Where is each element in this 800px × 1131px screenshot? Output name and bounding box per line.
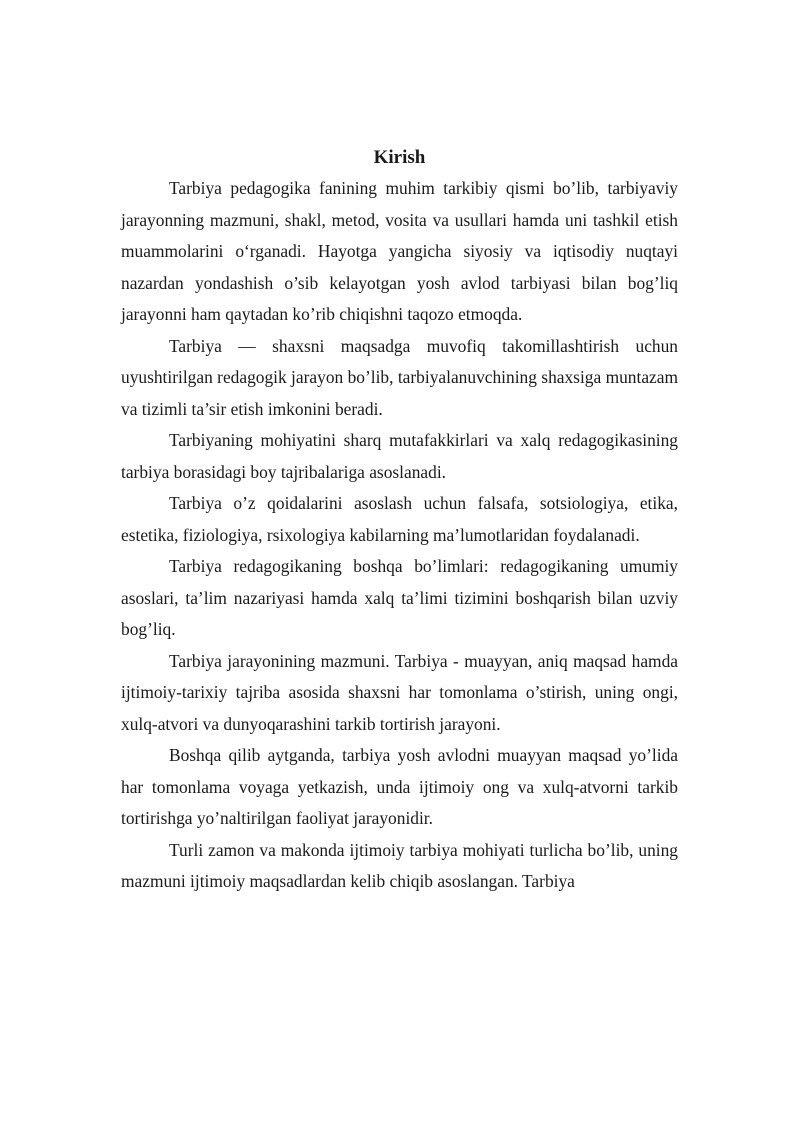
paragraph-2: Tarbiya — shaxsni maqsadga muvofiq takomillashtirish uchun uyushtirilgan redagogik jarayon bo’lib, tarbiyalanuvchining shaxsiga muntazam va tizimli ta’sir etish imkonini beradi. [121, 335, 678, 419]
paragraph-4: Tarbiya o’z qoidalarini asoslash uchun falsafa, sotsiologiya, etika, estetika, fiziologiya, rsixologiya kabilarning ma’lumotlaridan foydalanadi. [121, 493, 678, 545]
paragraph-1: Tarbiya pedagogika fanining muhim tarkibiy qismi bo’lib, tarbiyaviy jarayonning mazmuni, shakl, metod, vosita va usullari hamda uni tashkil etish muammolarini oʻrganadi. Hayotga yangicha siyosiy va iqtisodiy nuqtayi nazardan yondashish o’sib kelayotgan yosh avlod tarbiyasi bilan bog’liq jarayonni ham qaytadan ko’rib chiqishni taqozo etmoqda. [121, 178, 678, 324]
paragraph-8: Turli zamon va makonda ijtimoiy tarbiya mohiyati turlicha bo’lib, uning mazmuni ijtimoiy maqsadlardan kelib chiqib asoslangan. Tarbiya [121, 839, 678, 891]
paragraph-6: Tarbiya jarayonining mazmuni. Tarbiya - muayyan, aniq maqsad hamda ijtimoiy-tarixiy tajriba asosida shaxsni har tomonlama o’stirish, uning ongi, xulq-atvori va dunyoqarashini tarkib tortirish jarayoni. [121, 650, 678, 734]
document-body [121, 143, 678, 898]
paragraph-3: Tarbiyaning mohiyatini sharq mutafakkirlari va xalq redagogikasining tarbiya borasidagi boy tajribalariga asoslanadi. [121, 430, 678, 482]
paragraph-7: Boshqa qilib aytganda, tarbiya yosh avlodni muayyan maqsad yo’lida har tomonlama voyaga yetkazish, unda ijtimoiy ong va xulq-atvorni tarkib tortirishga yo’naltirilgan faoliyat jarayonidir. [121, 745, 678, 828]
paragraph-5: Tarbiya redagogikaning boshqa bo’limlari: redagogikaning umumiy asoslari, ta’lim nazariyasi hamda xalq ta’limi tizimini boshqarish bilan uzviy bog’liq. [121, 556, 678, 639]
page-title: Kirish [373, 147, 426, 168]
